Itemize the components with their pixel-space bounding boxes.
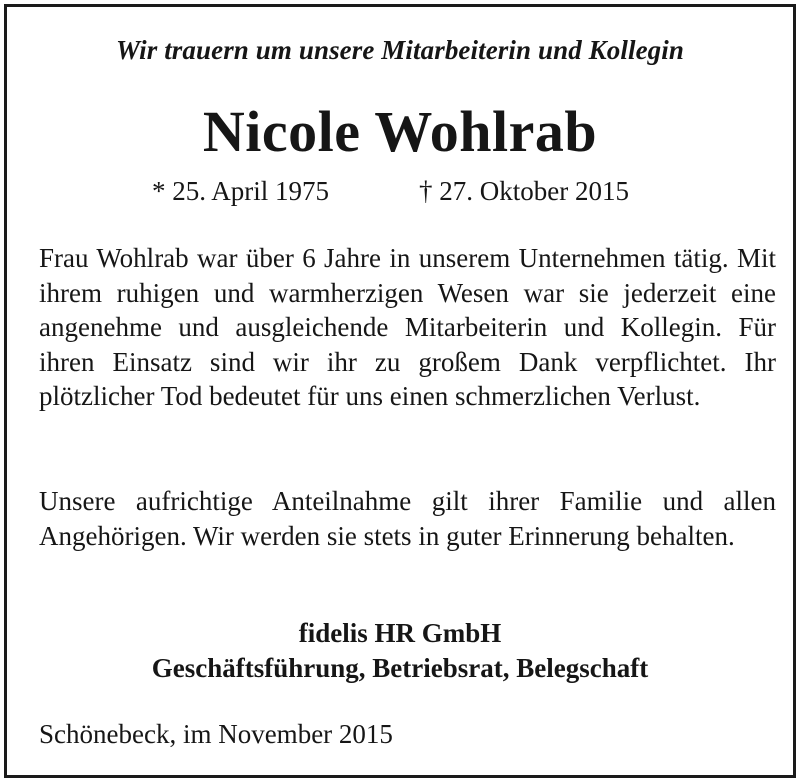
- company-name: fidelis HR GmbH: [298, 618, 502, 648]
- birth-date: * 25. April 1975: [152, 176, 330, 206]
- tribute-paragraph: Frau Wohlrab war über 6 Jahre in unserem Unternehmen tätig. Mit ihrem ruhigen und warmherzigen Wesen war sie jederzeit eine angenehme und ausgleichende Mitarbeiterin und Kollegin. Für ihren Einsatz sind wir ihr zu großem Dank verpflichtet. Ihr plötzlicher Tod bedeutet für uns einen schmerzlichen Verlust.: [39, 243, 776, 411]
- death-date: † 27. Oktober 2015: [419, 176, 629, 206]
- condolence-paragraph: Unsere aufrichtige Anteilnahme gilt ihrer Familie und allen Angehörigen. Wir werden sie stets in guter Erinnerung behalten.: [39, 486, 776, 551]
- deceased-name: Nicole Wohlrab: [202, 99, 598, 164]
- place-and-date: Schönebeck, im November 2015: [39, 719, 393, 749]
- obituary-notice: [4, 4, 796, 778]
- life-dates: [7, 176, 793, 210]
- notice-heading: Wir trauern um unsere Mitarbeiterin und Kollegin: [116, 35, 684, 65]
- company-departments: Geschäftsführung, Betriebsrat, Belegschaft: [151, 653, 649, 683]
